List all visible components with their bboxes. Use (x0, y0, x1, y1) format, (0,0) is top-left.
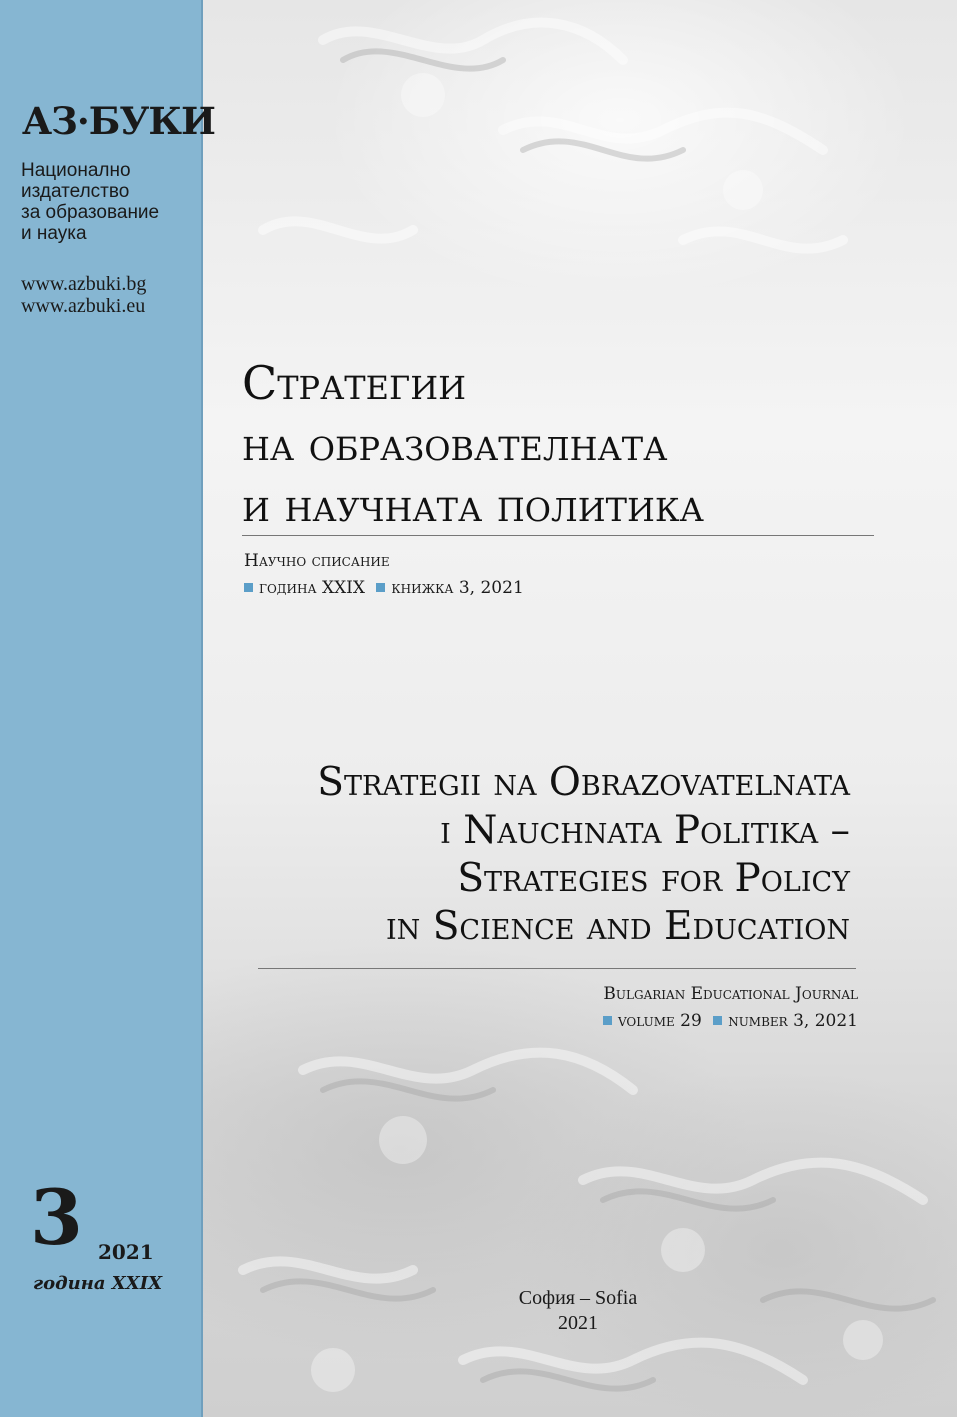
title-en-line: in Science and Education (386, 904, 850, 949)
title-en-line: i Nauchnata Politika – (440, 808, 850, 853)
subtitle-english (603, 981, 858, 1035)
publisher-line: и наука (21, 223, 87, 244)
issue-label-bg: книжка 3, 2021 (391, 578, 524, 598)
publisher-name (21, 160, 196, 244)
title-bulgarian (242, 353, 704, 536)
title-bg-line: на образователната (242, 417, 668, 471)
publisher-logo: АЗ·БУКИ (22, 99, 215, 143)
publication-place (464, 1286, 692, 1336)
square-bullet-icon (244, 583, 253, 592)
url-bg: www.azbuki.bg (21, 273, 147, 295)
title-english (317, 759, 850, 951)
number-label-en: number 3, 2021 (728, 1011, 858, 1031)
title-bg-line: Стратегии (242, 356, 467, 410)
publication-year: 2021 (558, 1312, 598, 1334)
title-en-line: Strategies for Policy (457, 856, 850, 901)
issue-info-bg (244, 575, 524, 602)
place-name: София – Sofia (518, 1287, 638, 1309)
title-en-line: Strategii na Obrazovatelnata (317, 760, 850, 805)
square-bullet-icon (713, 1016, 722, 1025)
publisher-urls (21, 273, 146, 317)
subtitle-bulgarian (244, 548, 524, 602)
publisher-line: издателство (21, 181, 130, 202)
issue-volume: година XXIX (33, 1273, 163, 1294)
square-bullet-icon (376, 583, 385, 592)
issue-number: 3 (30, 1173, 83, 1262)
volume-label-en: volume 29 (617, 1011, 702, 1031)
year-label-bg: година XXIX (259, 578, 365, 598)
issue-year: 2021 (98, 1240, 154, 1264)
square-bullet-icon (603, 1016, 612, 1025)
journal-type-en: Bulgarian Educational Journal (603, 984, 858, 1004)
issue-info-en (603, 1008, 858, 1035)
publisher-line: Национално (21, 160, 131, 181)
divider-bulgarian (242, 535, 874, 536)
puzzle-texture-decoration (203, 0, 957, 1417)
sidebar-band (0, 0, 215, 1417)
url-eu: www.azbuki.eu (21, 295, 146, 317)
divider-english (258, 968, 856, 969)
journal-type-bg: Научно списание (244, 551, 390, 571)
title-bg-line: и научната политика (242, 478, 704, 532)
publisher-line: за образование (21, 202, 160, 223)
